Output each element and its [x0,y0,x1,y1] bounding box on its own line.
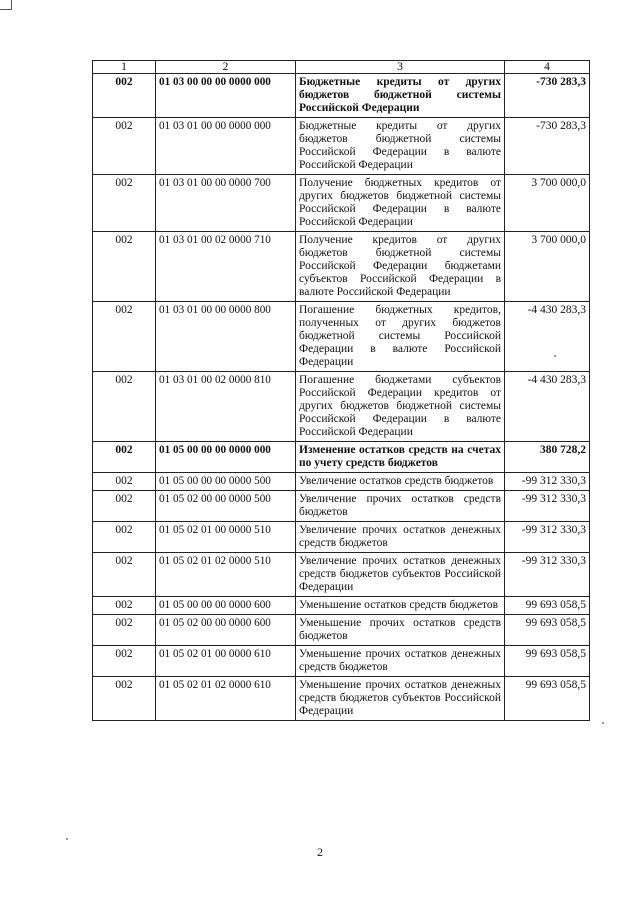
table-header [93,61,590,74]
admin-code-cell: 002 [93,118,156,175]
budget-classification-code-cell: 01 05 00 00 00 0000 500 [156,473,296,491]
description-cell: Погашение бюджетных кредитов, полученных от других бюджетов бюджетной системы Российской Федерации в валюте Российской Федерации [296,302,505,372]
table-row [93,118,590,175]
amount-cell: 3 700 000,0 [505,232,590,302]
budget-sources-table [92,60,590,721]
table-row [93,302,590,372]
column-header-2: 2 [156,61,296,74]
amount-cell: -99 312 330,3 [505,522,590,553]
description-cell: Увеличение прочих остатков денежных средств бюджетов субъектов Российской Федерации [296,553,505,597]
budget-classification-code-cell: 01 05 02 01 02 0000 610 [156,677,296,721]
budget-classification-code-cell: 01 03 01 00 02 0000 710 [156,232,296,302]
amount-cell: 380 728,2 [505,442,590,473]
description-cell: Бюджетные кредиты от других бюджетов бюджетной системы Российской Федерации в валюте Российской Федерации [296,118,505,175]
description-cell: Получение кредитов от других бюджетов бюджетной системы Российской Федерации бюджетами субъектов Российской Федерации в валюте Российской Федерации [296,232,505,302]
table-row [93,615,590,646]
budget-classification-code-cell: 01 05 00 00 00 0000 600 [156,597,296,615]
admin-code-cell: 002 [93,232,156,302]
description-cell: Уменьшение прочих остатков денежных средств бюджетов [296,646,505,677]
admin-code-cell: 002 [93,522,156,553]
table-row [93,522,590,553]
amount-cell: 3 700 000,0 [505,175,590,232]
admin-code-cell: 002 [93,442,156,473]
scan-corner-tick [11,0,12,9]
description-cell: Уменьшение прочих остатков денежных средств бюджетов субъектов Российской Федерации [296,677,505,721]
admin-code-cell: 002 [93,74,156,118]
budget-classification-code-cell: 01 05 00 00 00 0000 000 [156,442,296,473]
budget-classification-code-cell: 01 03 01 00 02 0000 810 [156,372,296,442]
amount-cell: -4 430 283,3 [505,372,590,442]
table-row [93,175,590,232]
description-cell: Увеличение прочих остатков средств бюджетов [296,491,505,522]
table-row [93,473,590,491]
budget-classification-code-cell: 01 03 01 00 00 0000 800 [156,302,296,372]
table-row [93,372,590,442]
description-cell: Уменьшение остатков средств бюджетов [296,597,505,615]
description-cell: Погашение бюджетами субъектов Российской Федерации кредитов от других бюджетов бюджетной системы Российской Федерации в валюте Российской Федерации [296,372,505,442]
description-cell: Бюджетные кредиты от других бюджетов бюджетной системы Российской Федерации [296,74,505,118]
admin-code-cell: 002 [93,553,156,597]
admin-code-cell: 002 [93,597,156,615]
description-cell: Изменение остатков средств на счетах по учету средств бюджетов [296,442,505,473]
scan-speck [66,838,68,840]
column-header-4: 4 [505,61,590,74]
scan-speck [554,355,556,357]
budget-classification-code-cell: 01 05 02 01 00 0000 510 [156,522,296,553]
admin-code-cell: 002 [93,646,156,677]
amount-cell: -730 283,3 [505,118,590,175]
column-number-row [93,61,590,74]
budget-classification-code-cell: 01 05 02 01 00 0000 610 [156,646,296,677]
admin-code-cell: 002 [93,175,156,232]
budget-classification-code-cell: 01 05 02 00 00 0000 600 [156,615,296,646]
table-row [93,74,590,118]
description-cell: Уменьшение прочих остатков средств бюджетов [296,615,505,646]
scan-speck [602,722,604,724]
description-cell: Получение бюджетных кредитов от других бюджетов бюджетной системы Российской Федерации в валюте Российской Федерации [296,175,505,232]
table-row [93,677,590,721]
description-cell: Увеличение прочих остатков денежных средств бюджетов [296,522,505,553]
amount-cell: -99 312 330,3 [505,473,590,491]
budget-classification-code-cell: 01 05 02 00 00 0000 500 [156,491,296,522]
amount-cell: -4 430 283,3 [505,302,590,372]
budget-classification-code-cell: 01 03 01 00 00 0000 700 [156,175,296,232]
table-body [93,74,590,721]
table-row [93,232,590,302]
amount-cell: -99 312 330,3 [505,553,590,597]
amount-cell: -730 283,3 [505,74,590,118]
scan-corner-mark [0,9,12,10]
admin-code-cell: 002 [93,491,156,522]
page-number: 2 [317,845,323,859]
amount-cell: -99 312 330,3 [505,491,590,522]
admin-code-cell: 002 [93,473,156,491]
amount-cell: 99 693 058,5 [505,677,590,721]
amount-cell: 99 693 058,5 [505,646,590,677]
admin-code-cell: 002 [93,372,156,442]
table-row [93,597,590,615]
table-row [93,442,590,473]
admin-code-cell: 002 [93,677,156,721]
amount-cell: 99 693 058,5 [505,597,590,615]
admin-code-cell: 002 [93,302,156,372]
amount-cell: 99 693 058,5 [505,615,590,646]
budget-classification-code-cell: 01 03 01 00 00 0000 000 [156,118,296,175]
budget-classification-code-cell: 01 03 00 00 00 0000 000 [156,74,296,118]
admin-code-cell: 002 [93,615,156,646]
column-header-3: 3 [296,61,505,74]
description-cell: Увеличение остатков средств бюджетов [296,473,505,491]
table-row [93,646,590,677]
column-header-1: 1 [93,61,156,74]
table-row [93,491,590,522]
table-row [93,553,590,597]
budget-classification-code-cell: 01 05 02 01 02 0000 510 [156,553,296,597]
